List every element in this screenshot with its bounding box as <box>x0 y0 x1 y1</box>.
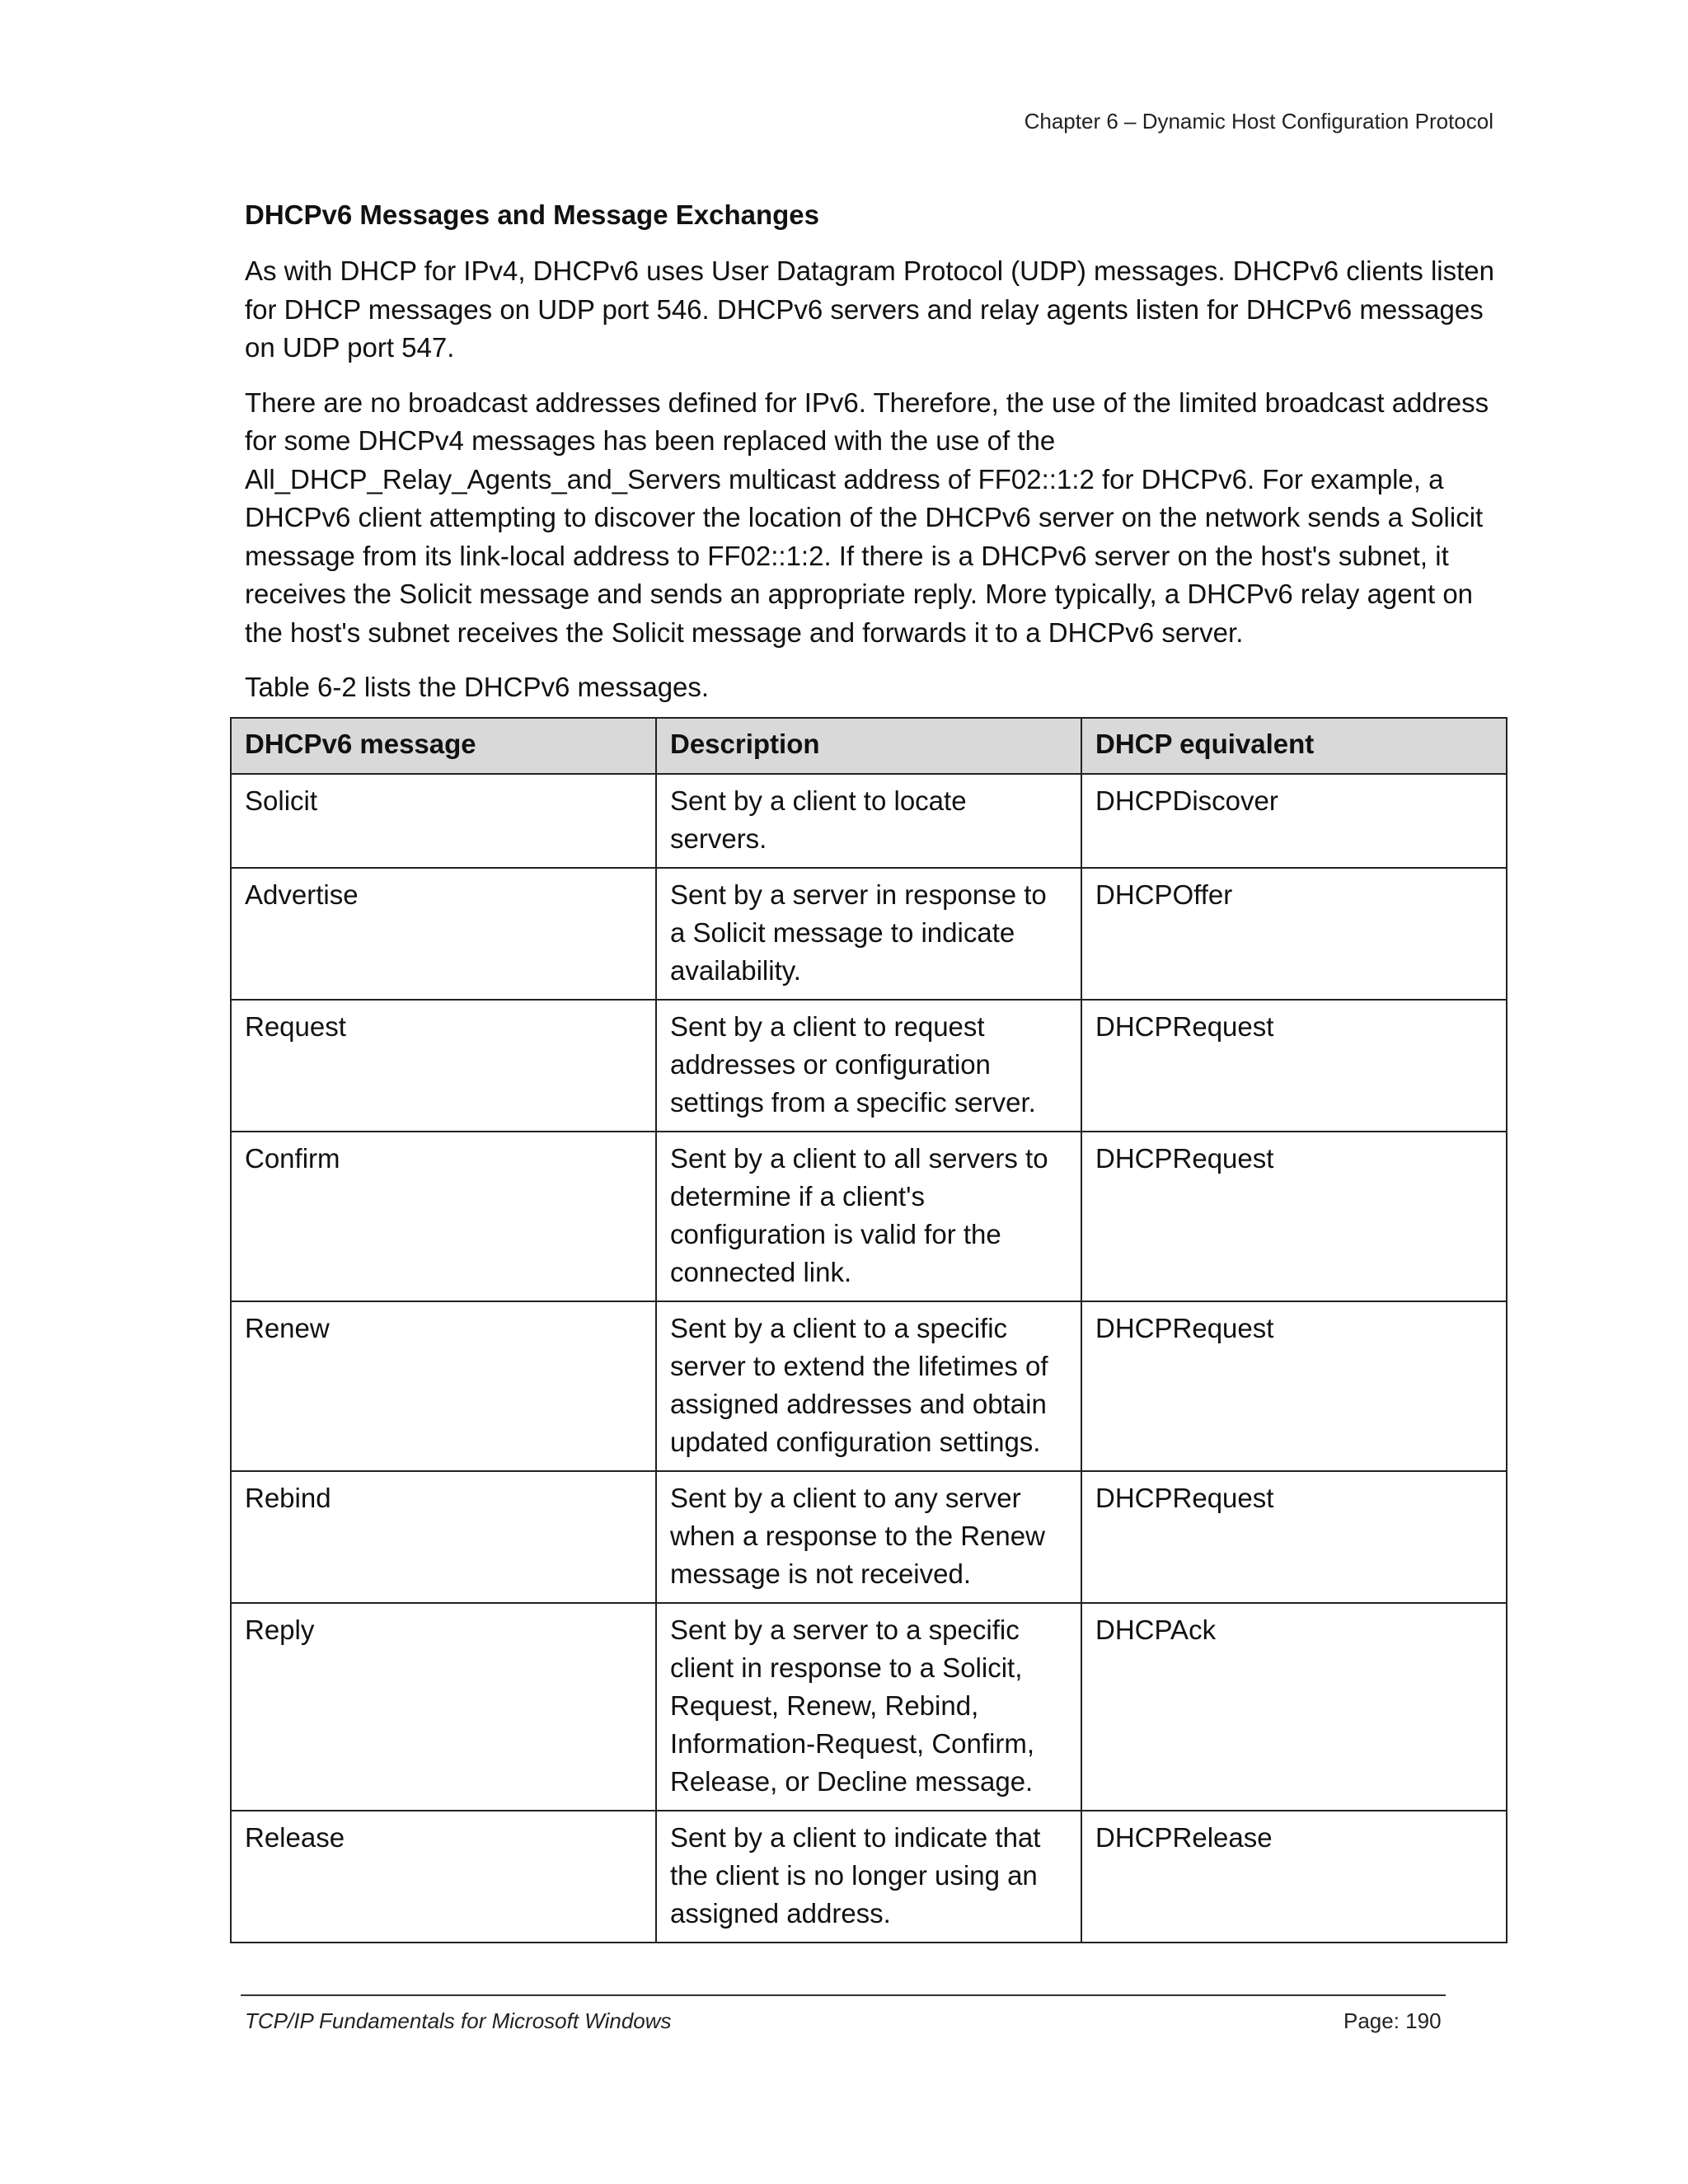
cell-equivalent: DHCPRequest <box>1081 1000 1507 1132</box>
cell-description: Sent by a server to a specific client in response to a Solicit, Request, Renew, Rebind, Information-Request, Confirm, Release, or Decline message. <box>656 1603 1081 1811</box>
column-header-message: DHCPv6 message <box>231 718 656 774</box>
paragraph-udp-ports: As with DHCP for IPv4, DHCPv6 uses User Datagram Protocol (UDP) messages. DHCPv6 clients listen for DHCP messages on UDP port 546. DHCPv6 servers and relay agents listen for DHCPv6 messages on UDP port 547. <box>245 255 1495 363</box>
cell-message: Solicit <box>231 774 656 868</box>
cell-description: Sent by a client to any server when a response to the Renew message is not received. <box>656 1471 1081 1603</box>
cell-message: Reply <box>231 1603 656 1811</box>
cell-description: Sent by a client to all servers to determine if a client's configuration is valid for the connected link. <box>656 1132 1081 1301</box>
cell-message: Renew <box>231 1301 656 1471</box>
cell-message: Advertise <box>231 868 656 1000</box>
table-row <box>231 774 1507 868</box>
column-header-description: Description <box>656 718 1081 774</box>
table-row <box>231 1132 1507 1301</box>
cell-equivalent: DHCPOffer <box>1081 868 1507 1000</box>
footer-divider <box>241 1994 1446 1996</box>
column-header-equivalent: DHCP equivalent <box>1081 718 1507 774</box>
section-title: DHCPv6 Messages and Message Exchanges <box>245 199 819 230</box>
cell-description: Sent by a server in response to a Solicit message to indicate availability. <box>656 868 1081 1000</box>
cell-description: Sent by a client to locate servers. <box>656 774 1081 868</box>
table-row <box>231 1000 1507 1132</box>
cell-message: Confirm <box>231 1132 656 1301</box>
cell-message: Request <box>231 1000 656 1132</box>
cell-equivalent: DHCPAck <box>1081 1603 1507 1811</box>
cell-description: Sent by a client to a specific server to extend the lifetimes of assigned addresses and obtain updated configuration settings. <box>656 1301 1081 1471</box>
table-row <box>231 1811 1507 1943</box>
cell-message: Rebind <box>231 1471 656 1603</box>
paragraph-table-intro: Table 6-2 lists the DHCPv6 messages. <box>245 672 710 702</box>
table-row <box>231 868 1507 1000</box>
paragraph-multicast: There are no broadcast addresses defined for IPv6. Therefore, the use of the limited broadcast address for some DHCPv4 messages has been replaced with the use of the All_DHCP_Relay_Agents_and_Servers multicast address of FF02::1:2 for DHCPv6. For example, a DHCPv6 client attempting to discover the location of the DHCPv6 server on the network sends a Solicit message from its link-local address to FF02::1:2. If there is a DHCPv6 server on the host's subnet, it receives the Solicit message and sends an appropriate reply. More typically, a DHCPv6 relay agent on the host's subnet receives the Solicit message and forwards it to a DHCPv6 server. <box>245 387 1489 648</box>
cell-description: Sent by a client to indicate that the client is no longer using an assigned address. <box>656 1811 1081 1943</box>
cell-equivalent: DHCPRequest <box>1081 1132 1507 1301</box>
cell-message: Release <box>231 1811 656 1943</box>
main-content <box>245 196 1498 724</box>
table-row <box>231 1603 1507 1811</box>
table-row <box>231 1301 1507 1471</box>
cell-equivalent: DHCPRelease <box>1081 1811 1507 1943</box>
running-header: Chapter 6 – Dynamic Host Configuration Protocol <box>1024 109 1493 134</box>
footer-book-title: TCP/IP Fundamentals for Microsoft Windows <box>245 2008 672 2033</box>
cell-equivalent: DHCPDiscover <box>1081 774 1507 868</box>
table-row <box>231 1471 1507 1603</box>
cell-equivalent: DHCPRequest <box>1081 1471 1507 1603</box>
footer-page-number: Page: 190 <box>1343 2008 1442 2033</box>
cell-description: Sent by a client to request addresses or configuration settings from a specific server. <box>656 1000 1081 1132</box>
dhcpv6-messages-table <box>230 717 1507 1943</box>
table-header-row <box>231 718 1507 774</box>
cell-equivalent: DHCPRequest <box>1081 1301 1507 1471</box>
